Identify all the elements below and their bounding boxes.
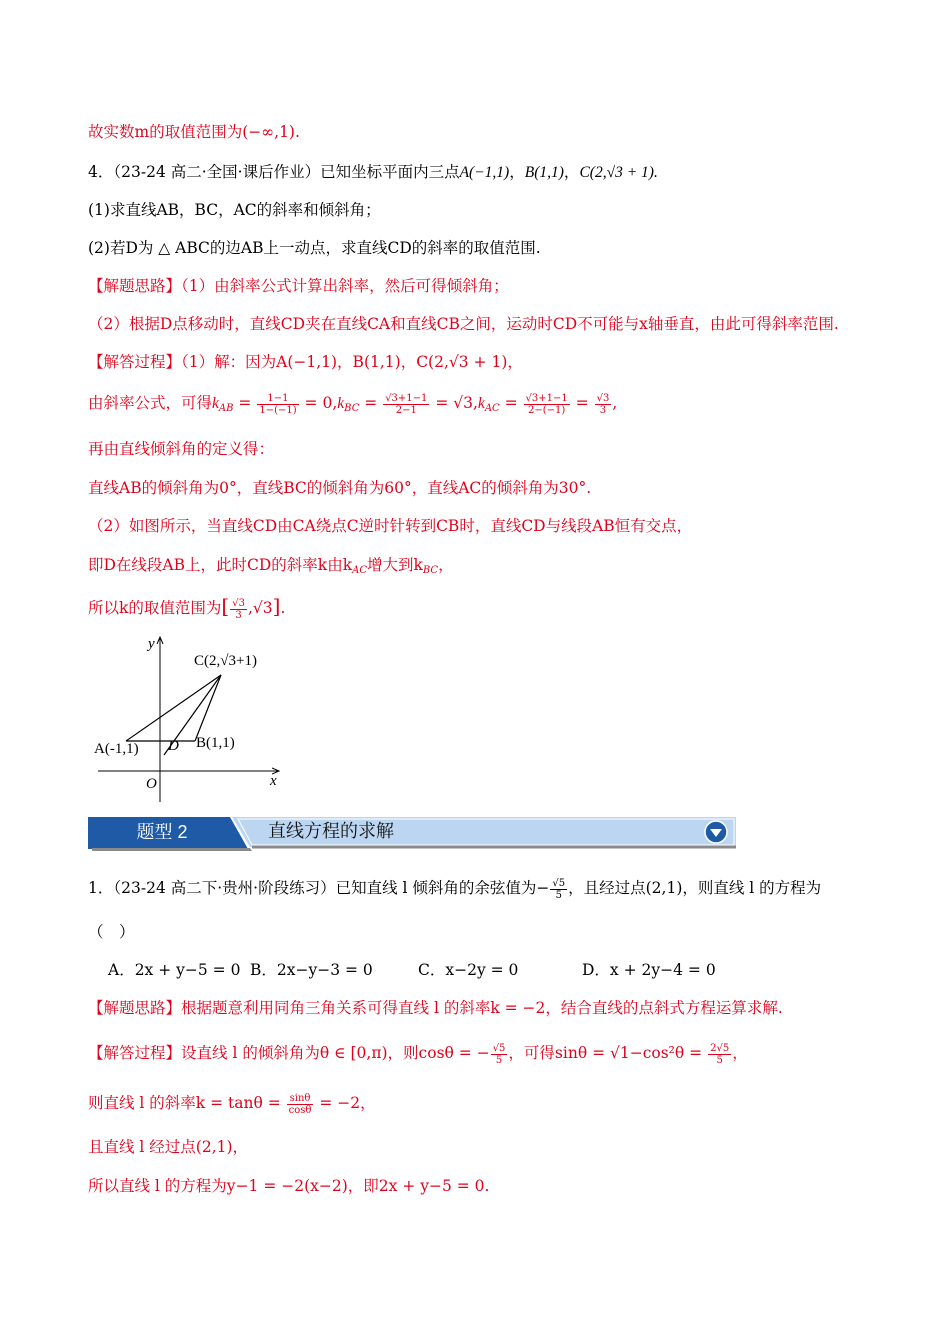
- fraction-numerator: √3: [232, 597, 245, 609]
- line-text: 直线AB的倾斜角为0°，直线BC的倾斜角为60°，直线AC的倾斜角为30°.: [88, 479, 592, 497]
- k-symbol: k: [212, 395, 219, 412]
- process-text: ，: [732, 1044, 748, 1062]
- k-bc-subscript: BC: [344, 403, 360, 414]
- point-b: B(1,1): [524, 164, 564, 181]
- option-c[interactable]: [418, 958, 518, 982]
- fraction-numerator: √3+1−1: [385, 392, 428, 404]
- answer-paren: [88, 920, 135, 944]
- fraction-numerator: √3: [596, 392, 610, 404]
- thinking-text: （2）根据D点移动时，直线CD夹在直线CA和直线CB之间，运动时CD不可能与x轴垂直，由此可得斜率范围.: [88, 315, 839, 333]
- range-fraction: [230, 598, 247, 621]
- k-ac-subscript: AC: [352, 565, 367, 576]
- fraction-denominator: 1−(−1): [259, 404, 297, 416]
- point-a-label: A(-1,1): [94, 741, 139, 757]
- k-ac-subscript: AC: [484, 403, 500, 414]
- q4-line-5: [88, 514, 692, 538]
- fraction-numerator: √5: [492, 1042, 506, 1054]
- process-text: 则直线 l 的斜率k = tanθ =: [88, 1094, 286, 1112]
- q4-line-3: [88, 437, 274, 461]
- option-d-text: D．x + 2y−4 = 0: [582, 961, 716, 979]
- chevron-down-circle-icon[interactable]: [704, 820, 728, 844]
- process-text: 且直线 l 经过点(2,1)，: [88, 1138, 249, 1156]
- q1-process-3: [88, 1135, 248, 1159]
- point-b-label: B(1,1): [196, 735, 235, 751]
- process-text: 所以直线 l 的方程为y−1 = −2(x−2)，即2x + y−5 = 0.: [88, 1177, 490, 1195]
- option-b-text: B．2x−y−3 = 0: [250, 961, 373, 979]
- process-text: （1）解：因为A(−1,1)，B(1,1)，C(2,√3 + 1)，: [181, 353, 523, 371]
- option-d[interactable]: [582, 958, 716, 982]
- fraction-numerator: sinθ: [287, 1093, 314, 1105]
- fraction-denominator: 3: [235, 609, 242, 621]
- question-4-part-1: [88, 198, 381, 222]
- q4-thinking-2: [88, 312, 839, 336]
- k-ac-simplified: [595, 393, 612, 416]
- segment-cb: [195, 675, 221, 741]
- q1-thinking: [88, 996, 783, 1020]
- fraction-numerator: √5: [552, 877, 566, 889]
- process-text: 设直线 l 的倾斜角为θ ∈ [0,π)，则cosθ = −: [181, 1044, 490, 1062]
- point-c: C(2,√3 + 1).: [579, 164, 658, 181]
- line-text: （2）如图所示，当直线CD由CA绕点C逆时针转到CB时，直线CD与线段AB恒有交点，: [88, 517, 693, 535]
- q4-slope-formula: 由斜率公式，可得$k_{AB}$ = $\frac{1-1}{1-(-1)}$ = $0,k_{BC}$ = $\frac{√3+1-1}{2-1}$ = $√3,k_{AC}$ = $\frac{√3+1-1}{2-(-1)}$ = $\frac{√3}{3}$ ,: [88, 392, 618, 416]
- fraction-denominator: 3: [599, 404, 607, 416]
- q4-thinking-1: [88, 274, 509, 298]
- process-text: ，可得sinθ = √1−cos²θ =: [508, 1044, 708, 1062]
- k-ac-fraction: [524, 393, 570, 416]
- segment-ca: [126, 675, 221, 741]
- question-number: 1．: [88, 879, 114, 897]
- question-text: （23-24 高二下·贵州·阶段练习）已知直线 l 倾斜角的余弦值为−: [113, 879, 550, 897]
- fraction-numerator: 1−1: [257, 393, 298, 405]
- banner-label: 题型 2: [136, 822, 188, 842]
- k-ab-result: = 0,: [299, 394, 338, 412]
- fraction-denominator: 2−(−1): [527, 404, 566, 416]
- part-1-text: (1)求直线AB，BC，AC的斜率和倾斜角；: [88, 201, 381, 219]
- fraction-numerator: √3+1−1: [525, 392, 568, 404]
- q4-line-6: [88, 553, 454, 583]
- q1-process-1: [88, 1041, 748, 1066]
- banner-title: 直线方程的求解: [268, 821, 394, 842]
- option-a-text: A．2x + y−5 = 0: [108, 961, 241, 979]
- range-upper: ,√3: [247, 599, 273, 617]
- point-d-label: D: [168, 738, 179, 754]
- line-text: 即D在线段AB上，此时CD的斜率k由k: [88, 556, 353, 574]
- question-4-part-2: [88, 236, 541, 260]
- q4-line-7: 所以k的取值范围为[ $\frac{√3}{3}$ ,√3].: [88, 594, 286, 621]
- formula-intro: 由斜率公式，可得: [88, 394, 213, 412]
- k-bc-result: = √3,: [430, 394, 478, 412]
- question-1-stem: [88, 876, 821, 901]
- y-axis-label: y: [148, 636, 155, 652]
- line-text: .: [280, 599, 286, 617]
- question-number: 4．: [88, 163, 114, 181]
- thinking-label: 【解题思路】: [88, 277, 182, 295]
- line-text: 所以k的取值范围为: [88, 599, 222, 617]
- thinking-label: 【解题思路】: [88, 999, 182, 1017]
- point-a: A(−1,1): [459, 164, 510, 181]
- option-c-text: C．x−2y = 0: [418, 961, 519, 979]
- question-4-stem: 4．（23-24 高二·全国·课后作业）已知坐标平面内三点A(−1,1)，B(1,1)，C(2,√3 + 1).: [88, 163, 658, 181]
- point-c-label: C(2,√3+1): [194, 653, 257, 669]
- fraction-denominator: 5: [716, 1054, 723, 1066]
- cos-value-fraction: [550, 878, 567, 901]
- x-axis-label: x: [270, 773, 277, 789]
- q1-process-2: [88, 1091, 376, 1116]
- tan-fraction: [287, 1093, 314, 1116]
- line-text: 再由直线倾斜角的定义得：: [88, 440, 275, 458]
- process-text: = −2，: [314, 1094, 376, 1112]
- fraction-denominator: 5: [495, 1054, 503, 1066]
- question-source: （23-24 高二·全国·课后作业）已知坐标平面内三点: [113, 163, 460, 181]
- section-banner: [88, 815, 736, 851]
- fraction-denominator: cosθ: [288, 1104, 312, 1116]
- option-b[interactable]: [250, 958, 373, 982]
- line-text: ，: [438, 556, 454, 574]
- conclusion-text: 故实数m的取值范围为(−∞,1).: [88, 123, 300, 141]
- q1-process-4: [88, 1174, 489, 1198]
- answer-blank: （ ）: [88, 923, 135, 941]
- thinking-text: （1）由斜率公式计算出斜率，然后可得倾斜角；: [181, 277, 509, 295]
- thinking-text: 根据题意利用同角三角关系可得直线 l 的斜率k = −2，结合直线的点斜式方程运算求解.: [181, 999, 783, 1017]
- part-2-text: (2)若D为 △ ABC的边AB上一动点，求直线CD的斜率的取值范围.: [88, 239, 541, 257]
- fraction-denominator: 5: [555, 889, 562, 901]
- k-ab-fraction: [257, 393, 298, 416]
- q4-process-1: [88, 350, 523, 374]
- line-text: 增大到k: [366, 556, 423, 574]
- origin-label: O: [146, 776, 157, 792]
- q4-line-4: [88, 476, 591, 500]
- cos-fraction: [491, 1043, 508, 1066]
- triangle-figure: [88, 630, 288, 802]
- process-label: 【解答过程】: [88, 1044, 182, 1062]
- question-text: ，且经过点(2,1)，则直线 l 的方程为: [568, 879, 822, 897]
- k-ab-subscript: AB: [218, 403, 234, 414]
- k-bc-subscript: BC: [422, 565, 439, 576]
- sin-fraction: [708, 1043, 731, 1066]
- process-label: 【解答过程】: [88, 353, 182, 371]
- previous-conclusion: [88, 120, 300, 144]
- option-a[interactable]: [108, 958, 240, 982]
- fraction-numerator: 2√5: [710, 1042, 730, 1054]
- fraction-denominator: 2−1: [395, 404, 417, 416]
- k-bc-fraction: [383, 393, 429, 416]
